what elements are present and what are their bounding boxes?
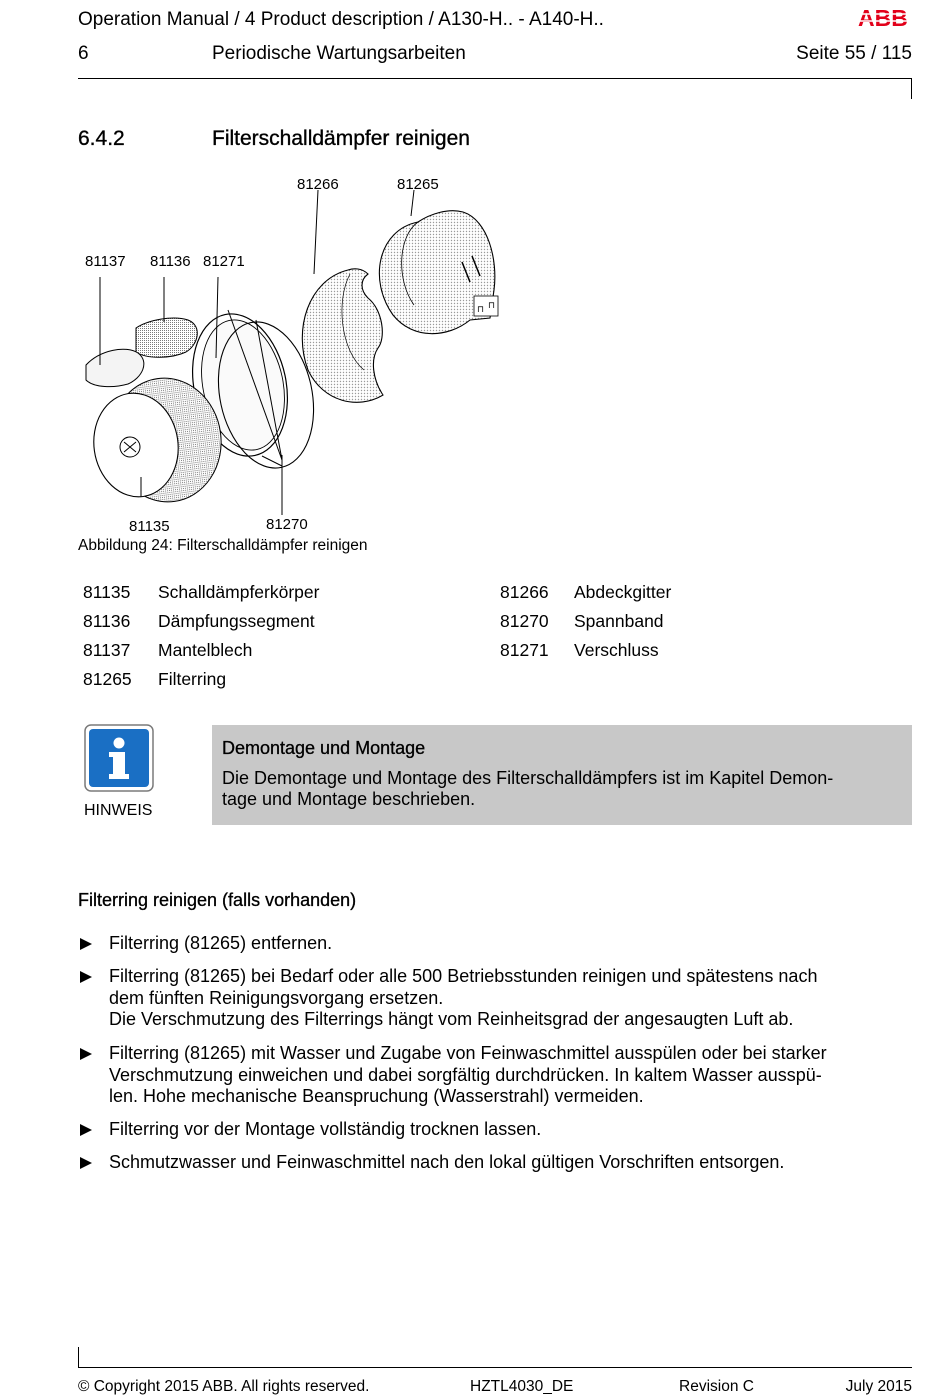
note-title: Demontage und Montage [222, 738, 426, 758]
footer-date: July 2015 [845, 1378, 912, 1395]
filter-ring-part [379, 211, 498, 334]
legend-code: 81271 [500, 640, 549, 660]
abb-logo-text: ABB [858, 6, 908, 30]
step-text: Filterring (81265) bei Bedarf oder alle 500 Betriebsstunden reinigen und spätestens nach [109, 966, 818, 986]
footer-rule [78, 1367, 912, 1368]
page-indicator: Seite 55 / 115 [796, 43, 912, 64]
figure-label: 81135 [129, 518, 170, 535]
legend-code: 81265 [83, 669, 132, 689]
step-item [80, 1043, 910, 1108]
footer-doc-id: HZTL4030_DE [470, 1378, 574, 1395]
step-text: Die Verschmutzung des Filterrings hängt vom Reinheitsgrad der angesaugten Luft ab. [109, 1009, 794, 1029]
damping-segment-part [136, 318, 197, 357]
step-text: dem fünften Reinigungsvorgang ersetzen. [109, 987, 444, 1008]
step-item [80, 1152, 910, 1174]
note-line: Die Demontage und Montage des Filterschalldämpfers ist im Kapitel Demon- [222, 768, 834, 788]
document-title: Operation Manual / 4 Product description / A130-H.. - A140-H.. [78, 9, 604, 30]
figure-caption: Abbildung 24: Filterschalldämpfer reinigen [78, 537, 368, 554]
legend-name: Abdeckgitter [574, 582, 672, 602]
bullet-arrow-icon [80, 938, 92, 950]
legend-name: Dämpfungssegment [158, 611, 315, 631]
step-item [80, 933, 910, 955]
info-icon [84, 724, 154, 797]
step-text: Filterring vor der Montage vollständig trocknen lassen. [109, 1119, 542, 1139]
note-box [212, 725, 912, 825]
step-item [80, 1119, 910, 1141]
exploded-view-figure [78, 170, 518, 540]
section-title: Filterschalldämpfer reinigen [212, 127, 470, 150]
figure-label: 81136 [150, 253, 191, 270]
abb-logo [858, 6, 914, 35]
header-rule-tick [911, 78, 912, 99]
header-rule [78, 78, 912, 79]
chapter-number: 6 [78, 43, 89, 64]
figure-label: 81266 [297, 176, 339, 193]
legend-name: Spannband [574, 611, 664, 631]
bullet-arrow-icon [80, 1157, 92, 1169]
legend-code: 81137 [83, 640, 131, 660]
step-text: len. Hohe mechanische Beanspruchung (Wasserstrahl) vermeiden. [109, 1086, 644, 1106]
legend-name: Filterring [158, 669, 227, 689]
bullet-arrow-icon [80, 1124, 92, 1136]
legend-name: Mantelblech [158, 640, 253, 660]
legend-code: 81270 [500, 611, 549, 631]
legend-code: 81135 [83, 582, 131, 602]
legend-name: Schalldämpferkörper [158, 582, 320, 602]
section-number: 6.4.2 [78, 127, 125, 150]
svg-text:⊓: ⊓ [488, 300, 496, 310]
footer-copyright: © Copyright 2015 ABB. All rights reserved. [78, 1378, 370, 1395]
step-text: Filterring (81265) mit Wasser und Zugabe von Feinwaschmittel ausspülen oder bei starker [109, 1043, 827, 1063]
filter-silencer-drawing [78, 170, 518, 540]
footer-rule-tick [78, 1347, 79, 1368]
figure-label: 81271 [203, 253, 245, 270]
step-text: Filterring (81265) entfernen. [109, 933, 333, 953]
note-text [222, 768, 833, 810]
bullet-arrow-icon [80, 1048, 92, 1060]
svg-text:⊓: ⊓ [477, 304, 485, 314]
bullet-arrow-icon [80, 971, 92, 983]
legend-code: 81136 [83, 611, 131, 631]
figure-label: 81137 [85, 253, 126, 270]
figure-label: 81270 [266, 516, 308, 533]
note-label: HINWEIS [84, 802, 153, 819]
note-line: tage und Montage beschrieben. [222, 789, 476, 809]
step-text: Schmutzwasser und Feinwaschmittel nach den lokal gültigen Vorschriften entsorgen. [109, 1152, 785, 1172]
chapter-title: Periodische Wartungsarbeiten [212, 43, 466, 64]
legend-name: Verschluss [574, 640, 659, 660]
step-text: Verschmutzung einweichen und dabei sorgfältig durchdrücken. In kaltem Wasser ausspü- [109, 1064, 822, 1085]
footer-revision: Revision C [679, 1378, 754, 1395]
jacket-sheet-part [86, 349, 144, 386]
legend-code: 81266 [500, 582, 549, 602]
subsection-title: Filterring reinigen (falls vorhanden) [78, 890, 357, 910]
cover-grid-part [302, 269, 383, 402]
figure-label: 81265 [397, 176, 439, 193]
step-item [80, 966, 910, 1031]
